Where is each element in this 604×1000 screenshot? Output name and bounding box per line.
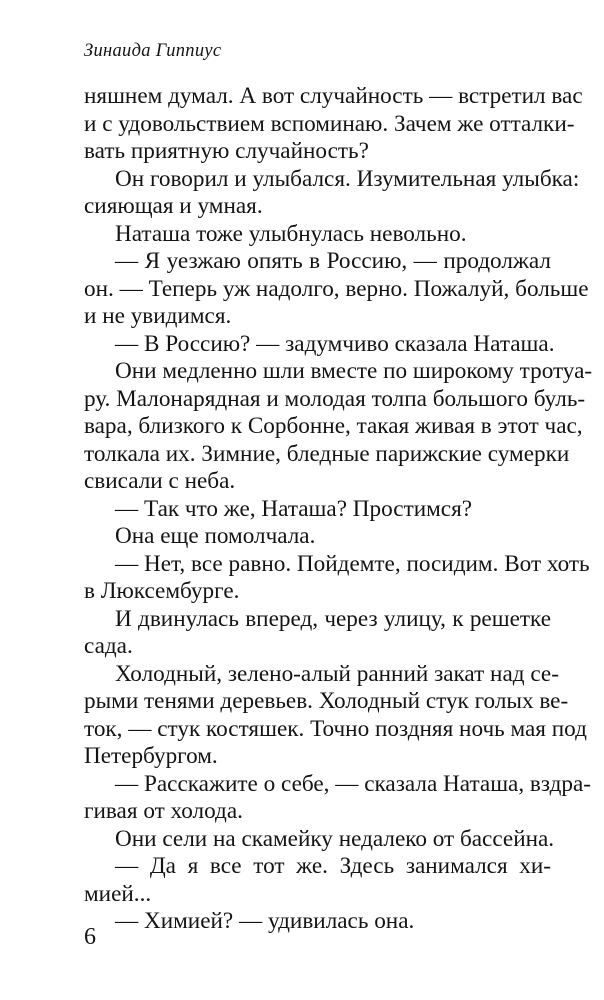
text-line: сияющая и умная. bbox=[84, 193, 263, 219]
text-line: няшнем думал. А вот случайность — встретил вас bbox=[84, 83, 583, 109]
text-line: — В Россию? — задумчиво сказала Наташа. bbox=[115, 330, 555, 357]
text-line: Наташа тоже улыбнулась невольно. bbox=[115, 220, 467, 247]
text-line: и не увидимся. bbox=[84, 303, 232, 329]
text-line: Петербургом. bbox=[84, 743, 218, 769]
text-line: — Нет, все равно. Пойдемте, посидим. Вот хоть bbox=[115, 550, 590, 577]
text-line: ток, — стук костяшек. Точно поздняя ночь мая под bbox=[84, 715, 587, 742]
text-line: толкала их. Зимние, бледные парижские сумерки bbox=[84, 440, 570, 467]
text-line: Они медленно шли вместе по широкому тротуа- bbox=[115, 358, 593, 384]
text-line: он. — Теперь уж надолго, верно. Пожалуй, больше bbox=[84, 275, 589, 302]
text-line: сада. bbox=[84, 633, 133, 659]
body-text bbox=[84, 83, 593, 936]
text-line: вать приятную случайность? bbox=[84, 138, 369, 164]
text-line: гивая от холода. bbox=[84, 798, 243, 824]
text-line: и с удовольствием вспоминаю. Зачем же отталки- bbox=[84, 110, 575, 137]
text-line: Он говорил и улыбался. Изумительная улыбка: bbox=[115, 165, 580, 192]
text-line: в Люксембурге. bbox=[84, 578, 240, 604]
text-line: — Расскажите о себе, — сказала Наташа, вздра- bbox=[115, 770, 592, 797]
text-line: рыми тенями деревьев. Холодный стук голых ве- bbox=[84, 688, 569, 714]
page-number: 6 bbox=[84, 924, 96, 950]
text-line: — Химией? — удивилась она. bbox=[115, 908, 415, 934]
text-line: — Да я все тот же. Здесь занимался хи- bbox=[115, 853, 551, 879]
text-line: свисали с неба. bbox=[84, 468, 236, 494]
text-line: вара, близкого к Сорбонне, такая живая в этот час, bbox=[84, 413, 583, 439]
text-line: Холодный, зелено-алый ранний закат над се- bbox=[115, 660, 559, 687]
text-line: — Так что же, Наташа? Простимся? bbox=[115, 495, 473, 522]
text-line: ру. Малонарядная и молодая толпа большого буль- bbox=[84, 385, 586, 412]
text-line: Они сели на скамейку недалеко от бассейна. bbox=[115, 825, 555, 852]
text-line: И двинулась вперед, через улицу, к решетке bbox=[115, 605, 551, 632]
text-line: Она еще помолчала. bbox=[115, 523, 316, 549]
text-line: мией... bbox=[84, 880, 152, 907]
text-line: — Я уезжаю опять в Россию, — продолжал bbox=[115, 248, 551, 274]
running-header: Зинаида Гиппиус bbox=[84, 41, 222, 61]
